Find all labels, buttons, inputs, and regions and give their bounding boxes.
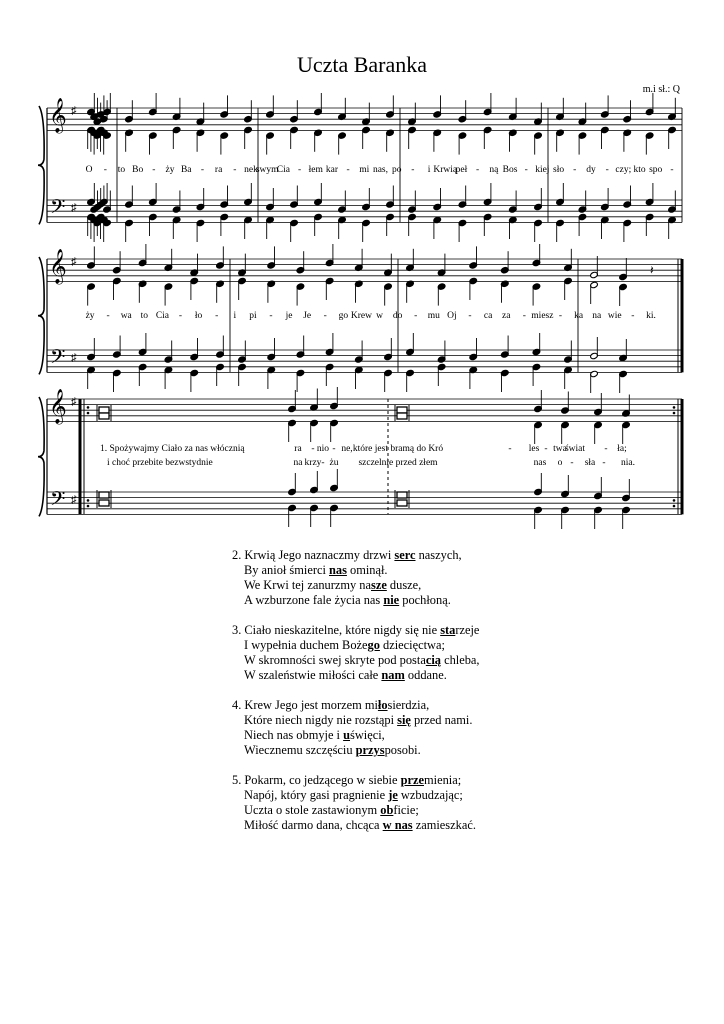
repeat-dot — [87, 499, 90, 502]
verse-text: ficie; — [393, 803, 419, 817]
verse-stanza — [232, 698, 480, 758]
lyric-syllable: krzy — [304, 458, 322, 468]
stressed-syllable: serc — [394, 548, 416, 562]
verse-line — [232, 698, 480, 713]
verse-text: W skromności swej skryte pod posta — [244, 653, 426, 667]
lyric-syllable: - — [323, 311, 327, 321]
verse-line — [232, 623, 480, 638]
lyric-syllable: - — [332, 444, 336, 454]
breve-note — [99, 492, 109, 498]
lyric-syllable: - — [468, 311, 472, 321]
verse-text: pochłoną. — [399, 593, 451, 607]
lyric-syllable: które jest bramą do Kró — [352, 444, 444, 454]
verse-text: święci, — [350, 728, 385, 742]
lyric-syllable: łem — [308, 165, 323, 175]
breve-note — [99, 407, 109, 413]
lyric-syllable: spo — [649, 165, 663, 175]
lyric-syllable: ła; — [617, 444, 627, 454]
verse-text: 4. Krew Jego jest morzem mi — [232, 698, 378, 712]
lyric-syllable: Krew — [350, 311, 373, 321]
stressed-syllable: nie — [383, 593, 400, 607]
lyric-syllable: to — [140, 311, 149, 321]
lyric-syllable: sło — [553, 165, 565, 175]
lyric-syllable: - — [411, 165, 415, 175]
verse-text: I wypełnia duchem Boże — [244, 638, 368, 652]
verse-text: ominął. — [346, 563, 388, 577]
lyric-syllable: twa — [553, 444, 567, 454]
lyric-syllable: - — [524, 165, 528, 175]
lyric-syllable: pi — [249, 311, 257, 321]
lyric-syllable: - — [297, 165, 302, 175]
stressed-syllable: je — [388, 788, 398, 802]
lyric-syllable: w — [376, 311, 383, 321]
repeat-dot — [673, 505, 676, 508]
lyric-syllable: mu — [427, 311, 440, 321]
lyric-syllable: - — [604, 444, 608, 454]
key-signature-sharp-icon: ♯ — [71, 256, 77, 268]
lyric-syllable: - — [631, 311, 635, 321]
lyric-syllable: ra — [294, 444, 302, 454]
lyric-syllable: go — [338, 311, 349, 321]
verse-text: mienia; — [423, 773, 462, 787]
verse-text: Wiecznemu szczęściu — [244, 743, 356, 757]
verse-line — [232, 743, 480, 758]
breve-note — [397, 492, 407, 498]
lyric-syllable: - — [522, 311, 526, 321]
lyric-syllable: i — [233, 311, 237, 321]
lyric-syllable: Cia — [155, 311, 170, 321]
verse-text: 2. Krwią Jego naznaczmy drzwi — [232, 548, 395, 562]
lyric-syllable: o — [557, 458, 563, 468]
lyric-syllable: po — [391, 165, 402, 175]
lyric-syllable: ło — [194, 311, 203, 321]
lyric-syllable: - — [106, 311, 110, 321]
stressed-syllable: nas — [329, 563, 347, 577]
lyric-syllable: - — [602, 458, 606, 468]
lyric-syllable: peł — [455, 165, 468, 175]
verse-line — [232, 563, 480, 578]
lyric-syllable: - — [605, 165, 609, 175]
lyric-syllable: - — [103, 165, 107, 175]
verse-line — [232, 578, 480, 593]
repeat-dot — [673, 499, 676, 502]
verse-text: We Krwi tej zanurzmy na — [244, 578, 371, 592]
lyric-syllable: - — [670, 165, 674, 175]
lyric-syllable: - — [558, 311, 563, 321]
verse-stanza — [232, 773, 480, 833]
lyric-syllable: nia. — [621, 458, 635, 468]
lyric-syllable: kto — [633, 165, 646, 175]
verse-line — [232, 773, 480, 788]
verse-text: Niech nas obmyje i — [244, 728, 344, 742]
key-signature-sharp-icon: ♯ — [71, 105, 77, 117]
lyric-syllable: - — [269, 311, 273, 321]
verse-text: Które niech nigdy nie rozstąpi — [244, 713, 398, 727]
lyric-syllable: nas, — [372, 165, 389, 175]
lyric-syllable: - — [570, 458, 574, 468]
lyric-syllable: ki. — [646, 311, 656, 321]
breve-note — [397, 413, 407, 419]
breve-note — [99, 500, 109, 506]
verse-line — [232, 653, 480, 668]
author-credit: m.i sł.: Q — [642, 84, 680, 95]
key-signature-sharp-icon: ♯ — [71, 494, 77, 506]
verse-text: Miłość darmo dana, chcąca — [244, 818, 383, 832]
breve-note — [397, 407, 407, 413]
lyric-syllable: - — [233, 165, 237, 175]
stressed-syllable: go — [367, 638, 380, 652]
lyric-syllable: do — [392, 311, 403, 321]
stressed-syllable: sta — [440, 623, 456, 637]
verse-line — [232, 668, 480, 683]
verse-text: dziecięctwa; — [379, 638, 445, 652]
lyric-syllable: nek — [244, 165, 258, 175]
verse-line — [232, 548, 480, 563]
verse-text: zamieszkać. — [412, 818, 476, 832]
lyric-syllable: ży — [85, 311, 95, 321]
lyric-syllable: swym — [255, 165, 279, 175]
verse-line — [232, 728, 480, 743]
bass-clef-icon: 𝄢 — [50, 347, 66, 373]
key-signature-sharp-icon: ♯ — [71, 352, 77, 364]
lyric-syllable: - — [573, 165, 577, 175]
lyric-syllable: ży — [165, 165, 175, 175]
lyric-syllable: O — [85, 165, 93, 175]
lyric-syllable: Krwią — [433, 165, 458, 175]
treble-clef-icon: 𝄞 — [49, 250, 67, 283]
verse-line — [232, 788, 480, 803]
lyric-syllable: wa — [120, 311, 132, 321]
lyric-syllable: nas — [533, 458, 547, 468]
key-signature-sharp-icon: ♯ — [71, 202, 77, 214]
verse-text: wzbudzając; — [397, 788, 463, 802]
lyric-syllable: świat — [564, 444, 586, 454]
stressed-syllable: u — [343, 728, 351, 742]
verses-block — [232, 548, 480, 848]
repeat-dot — [673, 412, 676, 415]
verse-text: sierdzia, — [387, 698, 430, 712]
lyric-syllable: Je — [303, 311, 312, 321]
verse-line — [232, 803, 480, 818]
verse-stanza — [232, 623, 480, 683]
lyric-syllable: les — [528, 444, 540, 454]
lyric-syllable: - — [321, 458, 325, 468]
lyric-syllable: - — [414, 311, 418, 321]
verse-text: chleba, — [440, 653, 480, 667]
quarter-rest-icon: 𝄽 — [650, 263, 654, 277]
stressed-syllable: sze — [371, 578, 387, 592]
lyric-syllable: Bo — [132, 165, 144, 175]
lyric-syllable: za — [501, 311, 511, 321]
verse-text: Napój, który gasi pragnienie — [244, 788, 389, 802]
lyric-syllable: kar — [325, 165, 339, 175]
verse-text: 3. Ciało nieskazitelne, które nigdy się nie — [232, 623, 441, 637]
verse-text: 5. Pokarm, co jedzącego w siebie — [232, 773, 401, 787]
treble-clef-icon: 𝄞 — [49, 99, 67, 132]
verse-text: rzeje — [455, 623, 480, 637]
lyric-syllable: kiej — [535, 165, 550, 175]
verse-text: dusze, — [386, 578, 422, 592]
lyric-syllable: żu — [329, 458, 339, 468]
verse-text: By anioł śmierci — [244, 563, 329, 577]
system-brace — [38, 397, 44, 516]
lyric-syllable: ca — [483, 311, 493, 321]
verse-stanza — [232, 548, 480, 608]
lyric-syllable: - — [311, 444, 315, 454]
verse-text: A wzburzone fale życia nas — [244, 593, 384, 607]
lyric-syllable: miesz — [531, 311, 554, 321]
repeat-dot — [673, 406, 676, 409]
repeat-dot — [87, 505, 90, 508]
verse-line — [232, 713, 480, 728]
lyric-syllable: - — [215, 311, 219, 321]
stressed-syllable: się — [397, 713, 411, 727]
repeat-dot — [87, 412, 90, 415]
lyric-syllable: - — [476, 165, 480, 175]
lyric-syllable: Bos — [502, 165, 518, 175]
verse-line — [232, 638, 480, 653]
stressed-syllable: prze — [400, 773, 424, 787]
lyric-syllable: nio — [316, 444, 330, 454]
lyric-syllable: Oj — [447, 311, 457, 321]
treble-clef-icon: 𝄞 — [49, 390, 67, 423]
lyric-syllable: na — [293, 458, 303, 468]
lyric-syllable: - — [178, 311, 183, 321]
system-brace — [38, 106, 44, 224]
lyric-syllable: Ba — [180, 165, 192, 175]
verse-text: naszych, — [415, 548, 462, 562]
verse-line — [232, 818, 480, 833]
verse-text: przed nami. — [410, 713, 473, 727]
lyric-syllable: i choć przebite bezwstydnie — [107, 458, 213, 468]
stressed-syllable: ło — [377, 698, 388, 712]
lyric-syllable: to — [117, 165, 126, 175]
stressed-syllable: w nas — [382, 818, 413, 832]
lyric-syllable: - — [200, 165, 205, 175]
stressed-syllable: przys — [355, 743, 385, 757]
lyric-syllable: je — [285, 311, 293, 321]
verse-line — [232, 593, 480, 608]
lyric-syllable: ra — [214, 165, 223, 175]
page-title: Uczta Baranka — [296, 52, 428, 77]
verse-text: W szaleństwie miłości całe — [244, 668, 382, 682]
breve-note — [397, 500, 407, 506]
verse-text: posobi. — [384, 743, 421, 757]
lyric-syllable: - — [346, 165, 350, 175]
lyric-syllable: ną — [489, 165, 499, 175]
breve-note — [99, 413, 109, 419]
verse-text: Uczta o stole zastawionym — [244, 803, 381, 817]
verse-text: oddane. — [404, 668, 447, 682]
bass-clef-icon: 𝄢 — [50, 197, 66, 223]
lyric-syllable: na — [592, 311, 602, 321]
lyric-syllable: sła — [584, 458, 596, 468]
system-brace — [38, 257, 44, 374]
lyric-syllable: - — [508, 444, 512, 454]
lyric-syllable: ka — [574, 311, 584, 321]
key-signature-sharp-icon: ♯ — [71, 396, 77, 408]
stressed-syllable: nam — [381, 668, 405, 682]
stressed-syllable: ob — [380, 803, 394, 817]
lyric-syllable: ne, — [341, 444, 353, 454]
bass-clef-icon: 𝄢 — [50, 489, 66, 515]
lyric-syllable: i — [427, 165, 431, 175]
lyric-syllable: szczelnie przed złem — [358, 458, 438, 468]
repeat-dot — [87, 406, 90, 409]
lyric-syllable: wie — [607, 311, 622, 321]
lyric-syllable: mi — [359, 165, 370, 175]
lyric-syllable: czy; — [615, 165, 632, 175]
lyric-syllable: Cia — [276, 165, 290, 175]
lyric-syllable: - — [152, 165, 156, 175]
stressed-syllable: cią — [425, 653, 441, 667]
lyric-syllable: 1. Spożywajmy Ciało za nas włócznią — [100, 444, 245, 454]
lyric-syllable: dy — [586, 165, 596, 175]
lyric-syllable: - — [544, 444, 548, 454]
